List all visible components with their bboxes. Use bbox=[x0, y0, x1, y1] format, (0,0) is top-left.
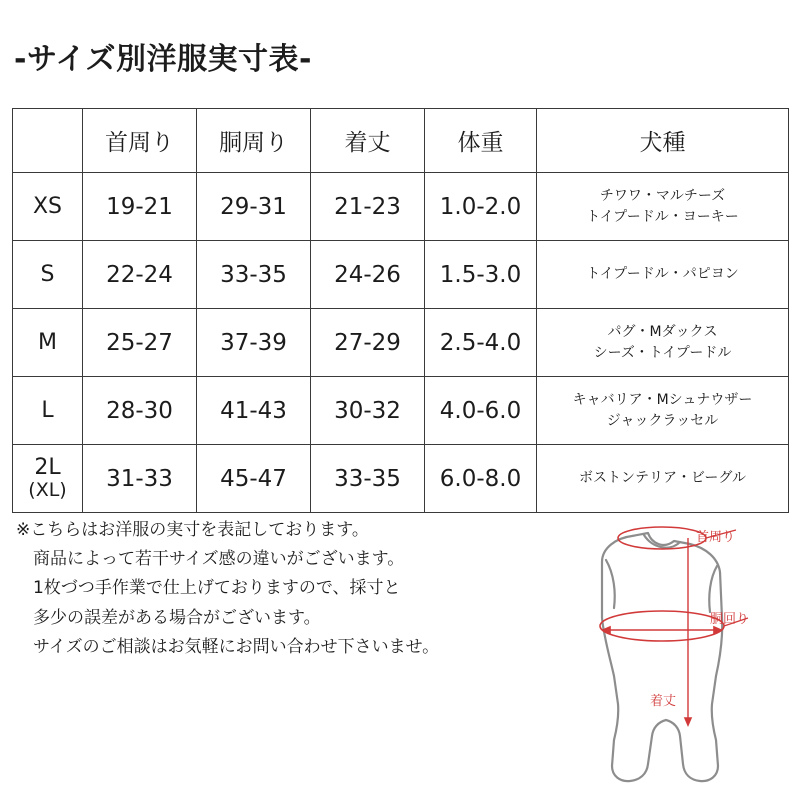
cell-size-main: 2L bbox=[34, 454, 61, 480]
cell-weight: 1.5-3.0 bbox=[425, 241, 537, 309]
page-title: -サイズ別洋服実寸表- bbox=[14, 42, 313, 77]
cell-breed bbox=[537, 377, 789, 445]
table-row bbox=[13, 241, 789, 309]
cell-weight: 1.0-2.0 bbox=[425, 173, 537, 241]
header-cell-breed: 犬種 bbox=[537, 109, 789, 173]
cell-neck: 22-24 bbox=[83, 241, 197, 309]
cell-size-sub: (XL) bbox=[28, 479, 67, 502]
table-row bbox=[13, 377, 789, 445]
breed-line: トイプードル・ヨーキー bbox=[586, 208, 739, 225]
chest-measure-ellipse bbox=[600, 611, 724, 641]
breed-line: キャバリア・Mシュナウザー bbox=[572, 391, 753, 408]
table-header-row bbox=[13, 109, 789, 173]
cell-neck: 31-33 bbox=[83, 445, 197, 513]
cell-length: 21-23 bbox=[311, 173, 425, 241]
header-cell-length: 着丈 bbox=[311, 109, 425, 173]
cell-breed bbox=[537, 309, 789, 377]
note-line: 1枚づつ手作業で仕上げておりますので、採寸と bbox=[33, 578, 401, 599]
cell-chest: 41-43 bbox=[197, 377, 311, 445]
table-body bbox=[13, 173, 789, 513]
table-row bbox=[13, 445, 789, 513]
note-line: ※こちらはお洋服の実寸を表記しております。 bbox=[16, 520, 369, 540]
cell-neck: 28-30 bbox=[83, 377, 197, 445]
diagram-label-chest: 胴回り bbox=[710, 612, 750, 627]
cell-breed bbox=[537, 241, 789, 309]
cell-weight: 2.5-4.0 bbox=[425, 309, 537, 377]
header-cell-chest: 胴周り bbox=[197, 109, 311, 173]
breed-line: シーズ・トイプードル bbox=[593, 344, 732, 361]
breed-line: チワワ・マルチーズ bbox=[599, 187, 726, 204]
cell-size: L bbox=[13, 377, 83, 445]
notes-block bbox=[16, 516, 536, 662]
cell-size: S bbox=[13, 241, 83, 309]
diagram-label-length: 着丈 bbox=[650, 694, 677, 709]
note-line: 多少の誤差がある場合がございます。 bbox=[33, 607, 321, 628]
cell-breed bbox=[537, 445, 789, 513]
header-cell-size bbox=[13, 109, 83, 173]
cell-chest: 33-35 bbox=[197, 241, 311, 309]
cell-length: 33-35 bbox=[311, 445, 425, 513]
cell-chest: 45-47 bbox=[197, 445, 311, 513]
cell-length: 30-32 bbox=[311, 377, 425, 445]
cell-size: XS bbox=[13, 173, 83, 241]
cell-length: 24-26 bbox=[311, 241, 425, 309]
cell-weight: 6.0-8.0 bbox=[425, 445, 537, 513]
note-line: サイズのご相談はお気軽にお問い合わせ下さいませ。 bbox=[33, 636, 440, 657]
cell-weight: 4.0-6.0 bbox=[425, 377, 537, 445]
garment-illustration bbox=[540, 508, 790, 793]
cell-neck: 19-21 bbox=[83, 173, 197, 241]
size-table bbox=[12, 108, 789, 513]
diagram-label-neck: 首周り bbox=[696, 530, 736, 545]
breed-line: ボストンテリア・ビーグル bbox=[578, 470, 747, 486]
note-line: 商品によって若干サイズ感の違いがございます。 bbox=[33, 549, 405, 570]
breed-line: トイプードル・パピヨン bbox=[586, 266, 739, 282]
table-row bbox=[13, 173, 789, 241]
cell-chest: 37-39 bbox=[197, 309, 311, 377]
table-row bbox=[13, 309, 789, 377]
cell-length: 27-29 bbox=[311, 309, 425, 377]
cell-breed bbox=[537, 173, 789, 241]
measurement-diagram bbox=[540, 508, 790, 793]
header-cell-weight: 体重 bbox=[425, 109, 537, 173]
cell-size: M bbox=[13, 309, 83, 377]
table-header bbox=[13, 109, 789, 173]
header-cell-neck: 首周り bbox=[83, 109, 197, 173]
cell-size bbox=[13, 445, 83, 513]
breed-line: パグ・Mダックス bbox=[607, 323, 718, 340]
cell-chest: 29-31 bbox=[197, 173, 311, 241]
breed-line: ジャックラッセル bbox=[606, 412, 719, 429]
cell-neck: 25-27 bbox=[83, 309, 197, 377]
